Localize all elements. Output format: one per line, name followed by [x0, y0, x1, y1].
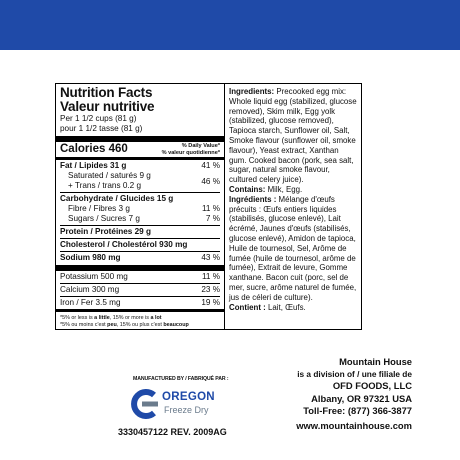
calcium-label: Calcium 300 mg — [60, 285, 120, 294]
divider-thin — [60, 225, 220, 226]
distributor-address — [262, 356, 412, 432]
phone-line: Toll-Free: (877) 366-3877 — [303, 404, 412, 416]
protein-label: Protein / Protéines 29 g — [60, 227, 151, 236]
sat-trans-pct: 46 % — [201, 176, 220, 186]
cholesterol-label: Cholesterol / Cholestérol 930 mg — [60, 240, 188, 249]
serving-size-fr: pour 1 1/2 tasse (81 g) — [60, 124, 143, 133]
daily-value-header — [162, 143, 220, 156]
iron-label: Iron / Fer 3.5 mg — [60, 298, 121, 307]
company-name: OFD FOODS, LLC — [332, 380, 412, 392]
logo-text-freeze-dry: Freeze Dry — [164, 405, 209, 415]
fat-label: Fat / Lipides 31 g — [60, 161, 127, 170]
divider-thin — [60, 296, 220, 297]
sugars-row — [60, 214, 220, 224]
ingredients-panel — [225, 83, 362, 330]
footnote-en: *5% or less is a little, 15% or more is a lot — [60, 315, 162, 321]
sugars-pct: 7 % — [205, 214, 220, 223]
fibre-pct: 11 % — [201, 204, 220, 213]
oregon-freeze-dry-logo — [128, 387, 218, 421]
sodium-label: Sodium 980 mg — [60, 253, 121, 262]
calcium-pct: 23 % — [201, 285, 220, 294]
carb-label: Carbohydrate / Glucides 15 g — [60, 194, 174, 203]
potassium-label: Potassium 500 mg — [60, 272, 128, 281]
saturated-label: Saturated / saturés 9 g — [68, 171, 151, 180]
divider-medium — [56, 309, 224, 312]
nutrition-title-en: Nutrition Facts — [60, 85, 153, 100]
brand-name: Mountain House — [339, 356, 412, 367]
contains-fr: Contient : Lait, Œufs. — [229, 302, 306, 312]
sugars-label: Sugars / Sucres 7 g — [68, 214, 140, 223]
logo-mark-icon — [128, 387, 162, 421]
potassium-pct: 11 % — [201, 272, 220, 281]
nutrition-facts-table — [55, 83, 225, 330]
fibre-row — [60, 204, 220, 214]
manufactured-by-label: MANUFACTURED BY / FABRIQUÉ PAR : — [133, 376, 229, 382]
carb-row — [60, 194, 220, 204]
divider-thin — [60, 238, 220, 239]
footnote — [60, 315, 220, 329]
sodium-row — [60, 253, 220, 263]
website-link[interactable]: www.mountainhouse.com — [296, 420, 412, 432]
divider-thin — [60, 192, 220, 193]
calcium-row — [60, 285, 220, 295]
nutrition-title-fr: Valeur nutritive — [60, 99, 155, 114]
divider-thin — [60, 283, 220, 284]
cholesterol-row — [60, 240, 220, 250]
divider-thick — [56, 265, 224, 271]
fat-pct: 41 % — [201, 161, 220, 170]
divider-medium — [56, 157, 224, 160]
calories-row — [60, 143, 220, 156]
divider-thick — [56, 136, 224, 142]
calories-label: Calories 460 — [60, 143, 128, 155]
daily-value-fr: % valeur quotidienne* — [161, 149, 220, 156]
fibre-label: Fibre / Fibres 3 g — [68, 204, 130, 213]
contains-en: Contains: Milk, Egg. — [229, 184, 303, 194]
ingredients-fr: Ingrédients : Mélange d'œufs précuits : Œufs entiers liquides (stabilisés, glucose enlevé), Lait écrémé, Jaunes d'œufs (stabilisés, glucose enlevé), Amidon de tapioca, Huile de tournesol, Sel, Arôme de fumée (huile de tournesol, arôme de fumée), Extrait de levure, Gomme xanthane. Bacon cuit (porc, sel de mer, sucre, arôme naturel de fumée, jus de céleri de culture). — [229, 194, 357, 302]
city-line: Albany, OR 97321 USA — [311, 392, 412, 404]
iron-row — [60, 298, 220, 308]
trans-label: + Trans / trans 0.2 g — [68, 181, 142, 190]
daily-value-en: % Daily Value* — [181, 143, 220, 149]
protein-row — [60, 227, 220, 237]
logo-text-oregon: OREGON — [162, 391, 215, 403]
ingredients-en: Ingredients: Precooked egg mix: Whole liquid egg (stabilized, glucose removed), Skim milk, Egg yolk (stabilized, glucose removed), Tapioca starch, Sunflower oil, Salt, Smoke flavour (sunflower oil, smoke flavour), Yeast extract, Xanthan gum. Cooked bacon (pork, sea salt, sugar, natural smoke flavour, cultured celery juice). — [229, 87, 357, 185]
serving-size-en: Per 1 1/2 cups (81 g) — [60, 114, 137, 123]
sat-trans-group — [60, 171, 220, 191]
sodium-pct: 43 % — [201, 253, 220, 262]
divider-thin — [60, 251, 220, 252]
top-color-band — [0, 0, 460, 50]
footnote-fr: *5% ou moins c'est peu, 15% ou plus c'est beaucoup — [60, 322, 189, 328]
lot-number: 3330457122 REV. 2009AG — [118, 427, 227, 437]
fat-row — [60, 161, 220, 171]
iron-pct: 19 % — [201, 298, 220, 307]
potassium-row — [60, 272, 220, 282]
division-line: is a division of / une filiale de — [297, 369, 412, 380]
